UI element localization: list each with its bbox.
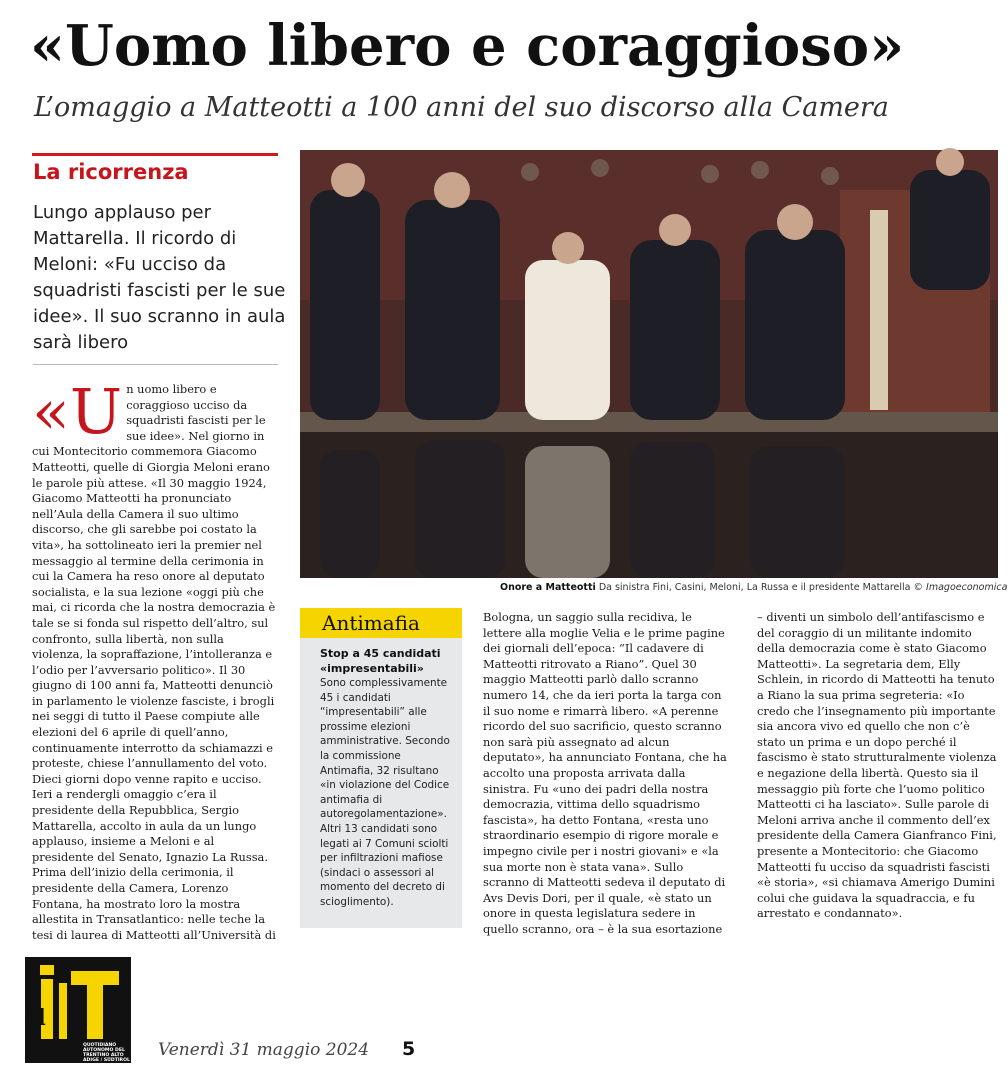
logo-tagline: QUOTIDIANO AUTONOMO DEL TRENTINO ALTO ADIGE / SÜDTIROL <box>83 1043 130 1063</box>
article-column-4 <box>757 610 997 921</box>
box-title: Stop a 45 candidati «impresentabili» <box>320 647 441 675</box>
logo-mark <box>59 983 67 1039</box>
article-column-3 <box>483 610 729 936</box>
box-heading: Antimafia <box>300 608 462 638</box>
article-photo <box>300 150 998 578</box>
rubric: La ricorrenza <box>33 160 189 184</box>
logo-mark <box>87 985 103 1039</box>
photo-caption <box>500 582 1008 593</box>
headline: «Uomo libero e coraggioso» <box>30 13 905 79</box>
caption-text: Da sinistra Fini, Casini, Meloni, La Russa e il presidente Mattarella <box>598 582 911 593</box>
antimafia-box <box>300 608 462 928</box>
rubric-rule <box>32 153 278 156</box>
logo-mark <box>71 971 119 985</box>
box-text: Sono complessivamente 45 i candidati “impresentabili” alle prossime elezioni amministrative. Secondo la commissione Antimafia, 32 risultano «in violazione del Codice antimafia di autoregolamentazione». Altri 13 candidati sono legati ai 7 Comuni sciolti per infiltrazioni mafiose (sindaci o assessori al momento del decreto di scioglimento). <box>320 677 450 908</box>
issue-date: Venerdì 31 maggio 2024 <box>158 1040 370 1060</box>
article-text-1: n uomo libero e coraggioso ucciso da squadristi fascisti per le sue idee». Nel giorno in cui Montecitorio commemora Giacomo Matteotti, quelle di Giorgia Meloni erano le parole più attese. «Il 30 maggio 1924, Giacomo Matteotti ha pronunciato nell’Aula della Camera il suo ultimo discorso, che gli sarebbe poi costato la vita», ha sottolineato ieri la premier nel messaggio al termine della cerimonia in cui la Camera ha reso onore al deputato socialista, e la sua lezione «oggi più che mai, ci ricorda che la nostra democrazia è tale se si fonda sul rispetto dell’altro, sul confronto, sulla libertà, non sulla violenza, la sopraffazione, l’intolleranza e l’odio per l’avversario politico». Il 30 giugno di 100 anni fa, Matteotti denunciò in parlamento le violenze fasciste, i brogli nei seggi di tutto il Paese compiute alle elezioni del 6 aprile di quell’anno, continuamente interrotto da schiamazzi e proteste, chiese l’annullamento del voto. Dieci giorni dopo venne rapito e ucciso. Ieri a rendergli omaggio c’era il presidente della Repubblica, Sergio Mattarella, accolto in aula da un lungo applauso, insieme a Meloni e al presidente del Senato, Ignazio La Russa. Prima dell’inizio della cerimonia, il presidente della Camera, Lorenzo Fontana, ha mostrato loro la mostra allestita in Transatlantico: nelle teche la tesi di laurea di Matteotti all’Università di <box>32 382 276 942</box>
page-number: 5 <box>402 1038 416 1060</box>
parliament-photo-illustration <box>300 150 998 578</box>
dropcap: «U <box>32 375 123 448</box>
article-column-1 <box>32 375 278 942</box>
logo-word: il <box>29 1005 46 1031</box>
subheadline: L’omaggio a Matteotti a 100 anni del suo discorso alla Camera <box>34 92 889 123</box>
divider <box>33 364 278 365</box>
caption-title: Onore a Matteotti <box>500 582 596 593</box>
logo-mark <box>40 965 54 975</box>
newspaper-logo <box>25 957 131 1063</box>
caption-credit: © Imagoeconomica <box>913 582 1008 593</box>
summary: Lungo applauso per Mattarella. Il ricordo di Meloni: «Fu ucciso da squadristi fascisti per le sue idee». Il suo scranno in aula sarà libero <box>33 202 286 353</box>
article-text-4: – diventi un simbolo dell’antifascismo e del coraggio di un militante indomito della democrazia come è stato Giacomo Matteotti». La segretaria dem, Elly Schlein, in ricordo di Matteotti ha tenuto a Riano la sua prima segreteria: «Io credo che l’insegnamento più importante sia ancora vivo ed quello che non c’è stato un prima e un dopo perché il fascismo è stato strutturalmente violenza e negazione della libertà. Questo sia il messaggio più forte che l’uomo politico Matteotti ci ha lasciato». Sulle parole di Meloni arriva anche il commento dell’ex presidente della Camera Gianfranco Fini, presente a Montecitorio: che Giacomo Matteotti fu ucciso da squadristi fascisti «è storia», «si chiamava Amerigo Dumini colui che guidava la squadraccia, e fu arrestato e condannato». <box>757 610 997 921</box>
article-text-3: Bologna, un saggio sulla recidiva, le lettere alla moglie Velia e le prime pagine dei giornali dell’epoca: “Il cadavere di Matteotti ritrovato a Riano”. Quel 30 maggio Matteotti parlò dallo scranno numero 14, che da ieri porta la targa con il suo nome e rimarrà libero. «A perenne ricordo del suo sacrificio, questo scranno non sarà più assegnato ad alcun deputato», ha annunciato Fontana, che ha accolto una proposta arrivata dalla sinistra. Fu «uno dei padri della nostra democrazia, vittima dello squadrismo fascista», ha detto Fontana, «resta uno straordinario esempio di rigore morale e impegno civile per i nostri giovani» e «la sua morte non è stata vana». Sullo scranno di Matteotti sedeva il deputato di Avs Devis Dori, per il quale, «è stato un onore in questa legislatura sedere in quello scranno, ora – è la sua esortazione <box>483 610 727 936</box>
